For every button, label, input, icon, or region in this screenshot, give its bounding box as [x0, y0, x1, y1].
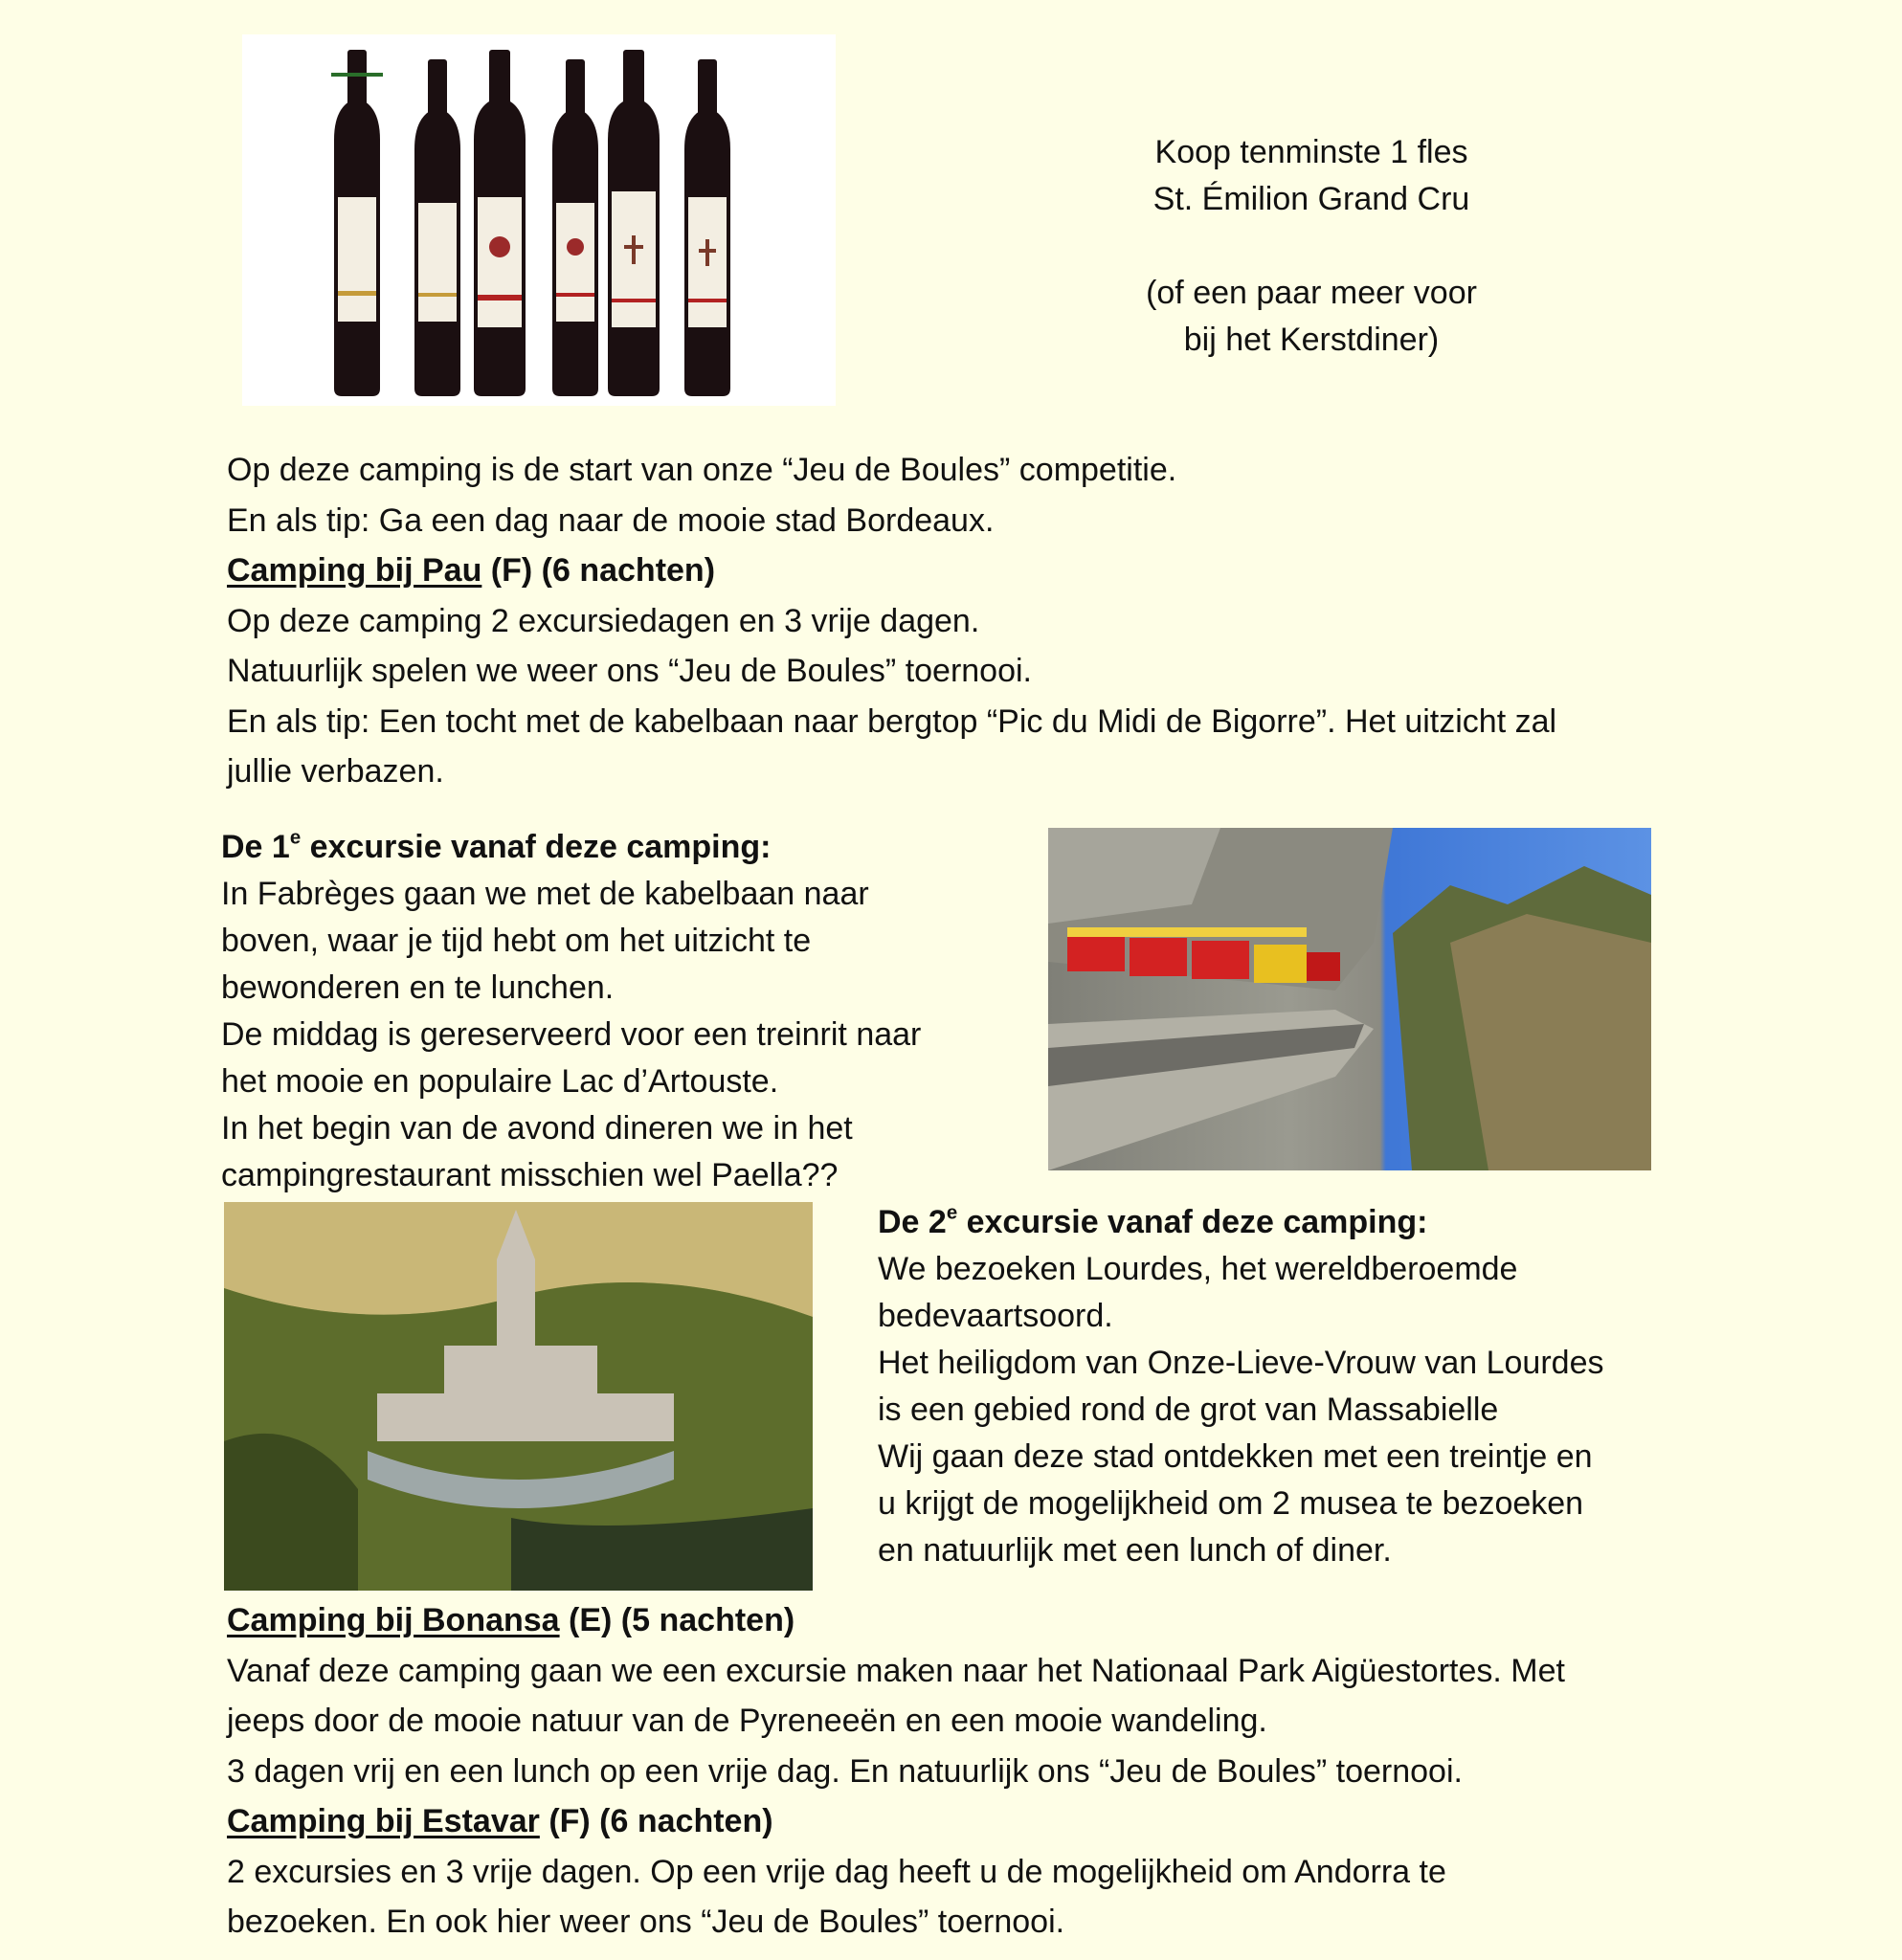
lourdes-basilica-image	[224, 1202, 813, 1591]
excursion1-line: bewonderen en te lunchen.	[221, 969, 615, 1006]
bonansa-heading-rest: (E) (5 nachten)	[559, 1602, 795, 1638]
excursion2-line: We bezoeken Lourdes, het wereldberoemde	[878, 1251, 1518, 1287]
excursion2-block	[878, 1199, 1603, 1574]
excursion1-line: het mooie en populaire Lac d’Artouste.	[221, 1063, 779, 1100]
excursion1-line: boven, waar je tijd hebt om het uitzicht te	[221, 923, 812, 959]
estavar-heading-rest: (F) (6 nachten)	[539, 1803, 773, 1839]
wine-caption-line: St. Émilion Grand Cru	[1152, 181, 1470, 217]
wine-bottles-image	[242, 34, 836, 406]
wine-caption-line: (of een paar meer voor	[1146, 275, 1477, 311]
bonansa-heading	[227, 1595, 1565, 1646]
wine-caption-line: Koop tenminste 1 fles	[1154, 134, 1468, 170]
pau-heading	[227, 546, 1556, 596]
excursion2-line: is een gebied rond de grot van Massabielle	[878, 1392, 1499, 1428]
excursion1-heading-post: excursie vanaf deze camping:	[301, 829, 772, 865]
estavar-heading	[227, 1796, 1565, 1847]
estavar-heading-link[interactable]: Camping bij Estavar	[227, 1803, 540, 1839]
wine-caption-line: bij het Kerstdiner)	[1183, 322, 1440, 358]
bonansa-heading-link[interactable]: Camping bij Bonansa	[227, 1602, 560, 1638]
excursion1-line: campingrestaurant misschien wel Paella??	[221, 1157, 839, 1193]
mountain-train-image	[1048, 828, 1651, 1170]
lourdes-basilica-illustration	[224, 1202, 813, 1591]
excursion1-heading	[221, 824, 921, 871]
intro-line: Op deze camping is de start van onze “Jeu de Boules” competitie.	[227, 452, 1177, 488]
estavar-line: 2 excursies en 3 vrije dagen. Op een vrije dag heeft u de mogelijkheid om Andorra te	[227, 1853, 1446, 1890]
excursion1-line: In Fabrèges gaan we met de kabelbaan naar	[221, 876, 869, 912]
wine-caption	[1082, 129, 1541, 364]
excursion2-line: bedevaartsoord.	[878, 1298, 1113, 1334]
estavar-line: bezoeken. En ook hier weer ons “Jeu de Boules” toernooi.	[227, 1904, 1065, 1940]
excursion1-line: In het begin van de avond dineren we in het	[221, 1110, 853, 1147]
pau-line: En als tip: Een tocht met de kabelbaan naar bergtop “Pic du Midi de Bigorre”. Het uitzicht zal	[227, 702, 1557, 740]
excursion2-line: en natuurlijk met een lunch of diner.	[878, 1532, 1392, 1569]
bonansa-line: 3 dagen vrij en een lunch op een vrije dag. En natuurlijk ons “Jeu de Boules” toernooi.	[227, 1752, 1463, 1790]
excursion2-line: Het heiligdom van Onze-Lieve-Vrouw van Lourdes	[878, 1345, 1604, 1381]
excursion2-heading-pre: De 2	[878, 1204, 947, 1240]
mountain-train-illustration	[1048, 828, 1651, 1170]
excursion2-line: Wij gaan deze stad ontdekken met een treintje en	[878, 1438, 1593, 1475]
pau-line: jullie verbazen.	[227, 753, 444, 790]
bonansa-line: Vanaf deze camping gaan we een excursie maken naar het Nationaal Park Aigüestortes. Met	[227, 1652, 1565, 1689]
excursion1-block	[221, 824, 921, 1199]
excursion2-heading	[878, 1199, 1603, 1246]
excursion1-line: De middag is gereserveerd voor een treinrit naar	[221, 1016, 922, 1053]
excursion2-heading-post: excursie vanaf deze camping:	[957, 1204, 1428, 1240]
pau-line: Op deze camping 2 excursiedagen en 3 vrije dagen.	[227, 602, 980, 639]
pau-heading-rest: (F) (6 nachten)	[481, 552, 716, 589]
pau-heading-link[interactable]: Camping bij Pau	[227, 552, 482, 589]
bonansa-estavar-block	[227, 1595, 1565, 1948]
intro-block	[227, 445, 1556, 797]
excursion2-heading-sup: e	[946, 1202, 958, 1224]
excursion1-heading-pre: De 1	[221, 829, 290, 865]
excursion1-heading-sup: e	[289, 827, 302, 849]
wine-bottles-illustration	[242, 34, 836, 406]
intro-line: En als tip: Ga een dag naar de mooie stad Bordeaux.	[227, 501, 995, 539]
excursion2-line: u krijgt de mogelijkheid om 2 musea te bezoeken	[878, 1485, 1584, 1522]
pau-line: Natuurlijk spelen we weer ons “Jeu de Boules” toernooi.	[227, 653, 1033, 689]
bonansa-line: jeeps door de mooie natuur van de Pyreneeën en een mooie wandeling.	[227, 1703, 1267, 1739]
